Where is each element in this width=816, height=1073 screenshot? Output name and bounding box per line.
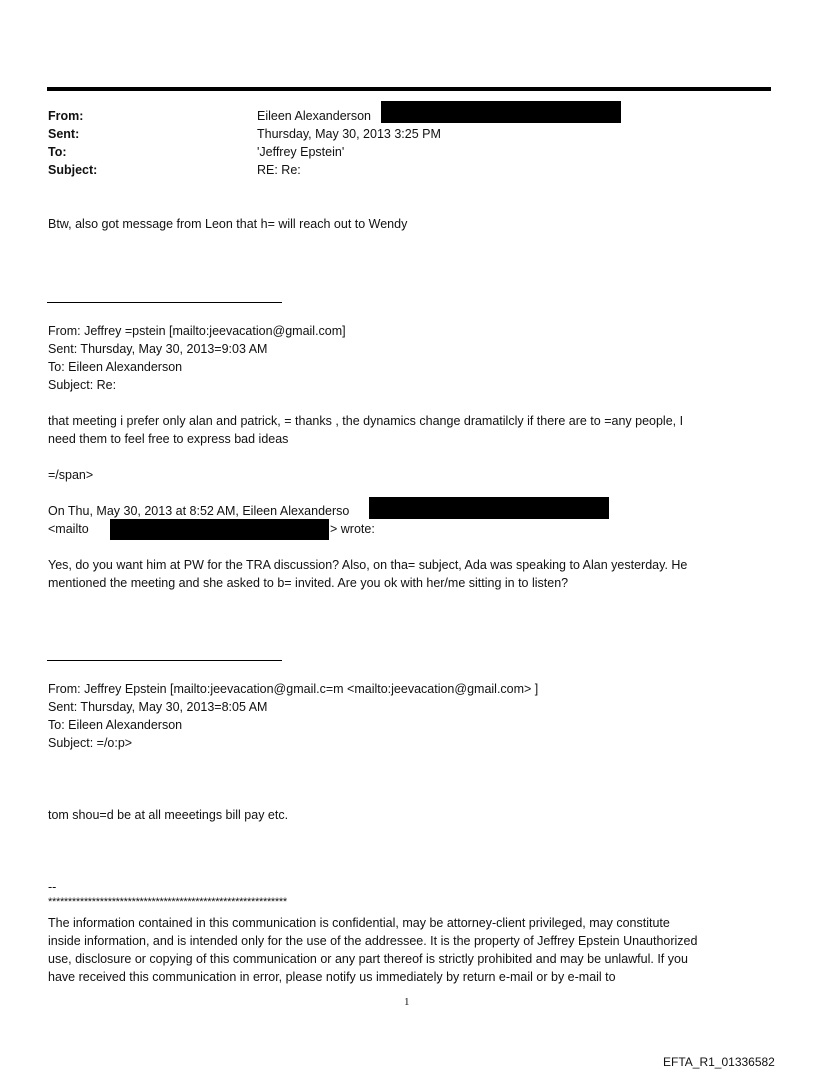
page-number: 1 (404, 996, 410, 1008)
to-label: To: (48, 145, 67, 159)
disclaimer-line1: The information contained in this communication is confidential, may be attorney-client privileged, may constitute (48, 916, 670, 930)
quoted1-sent: Sent: Thursday, May 30, 2013=9:03 AM (48, 342, 268, 356)
separator-line (47, 660, 282, 661)
quoted1-body-line1: that meeting i prefer only alan and patrick, = thanks , the dynamics change dramatilcly if there are to =any people, I (48, 414, 684, 428)
quoted1-body-line2: need them to feel free to express bad ideas (48, 432, 289, 446)
quoted1-subject: Subject: Re: (48, 378, 117, 392)
reply-line1: Yes, do you want him at PW for the TRA discussion? Also, on tha= subject, Ada was speaking to Alan yesterday. He (48, 558, 688, 572)
quoted2-sent: Sent: Thursday, May 30, 2013=8:05 AM (48, 700, 268, 714)
reply-line2: mentioned the meeting and she asked to b= invited. Are you ok with her/me sitting in to listen? (48, 576, 569, 590)
disclaimer-line4: have received this communication in error, please notify us immediately by return e-mail or by e-mail to (48, 970, 616, 984)
top-rule (47, 87, 771, 91)
subject-value: RE: Re: (257, 163, 301, 177)
sent-value: Thursday, May 30, 2013 3:25 PM (257, 127, 441, 141)
on-date-line: On Thu, May 30, 2013 at 8:52 AM, Eileen Alexanderso (48, 504, 350, 518)
from-label: From: (48, 109, 84, 123)
redaction-bar (381, 101, 621, 123)
from-value: Eileen Alexanderson (257, 109, 371, 123)
document-id: EFTA_R1_01336582 (663, 1055, 775, 1069)
signature-dashes: -- (48, 880, 57, 894)
quoted2-subject: Subject: =/o:p> (48, 736, 133, 750)
asterisk-line: ************************************************************ (48, 896, 287, 908)
redaction-bar (369, 497, 609, 519)
separator-line (47, 302, 282, 303)
disclaimer-line3: use, disclosure or copying of this communication or any part thereof is strictly prohibited and may be unlawful. If you (48, 952, 688, 966)
quoted2-body: tom shou=d be at all meeetings bill pay etc. (48, 808, 289, 822)
message-body: Btw, also got message from Leon that h= will reach out to Wendy (48, 217, 408, 231)
mailto-prefix: <mailto (48, 522, 89, 536)
disclaimer-line2: inside information, and is intended only for the use of the addressee. It is the property of Jeffrey Epstein Unauthorized (48, 934, 698, 948)
quoted1-from: From: Jeffrey =pstein [mailto:jeevacation@gmail.com] (48, 324, 346, 338)
quoted2-to: To: Eileen Alexanderson (48, 718, 183, 732)
wrote-text: > wrote: (330, 522, 375, 536)
quoted1-to: To: Eileen Alexanderson (48, 360, 183, 374)
to-value: 'Jeffrey Epstein' (257, 145, 345, 159)
sent-label: Sent: (48, 127, 80, 141)
subject-label: Subject: (48, 163, 98, 177)
redaction-bar (110, 519, 329, 540)
span-tag-text: =/span> (48, 468, 94, 482)
quoted2-from: From: Jeffrey Epstein [mailto:jeevacation@gmail.c=m <mailto:jeevacation@gmail.com> ] (48, 682, 539, 696)
